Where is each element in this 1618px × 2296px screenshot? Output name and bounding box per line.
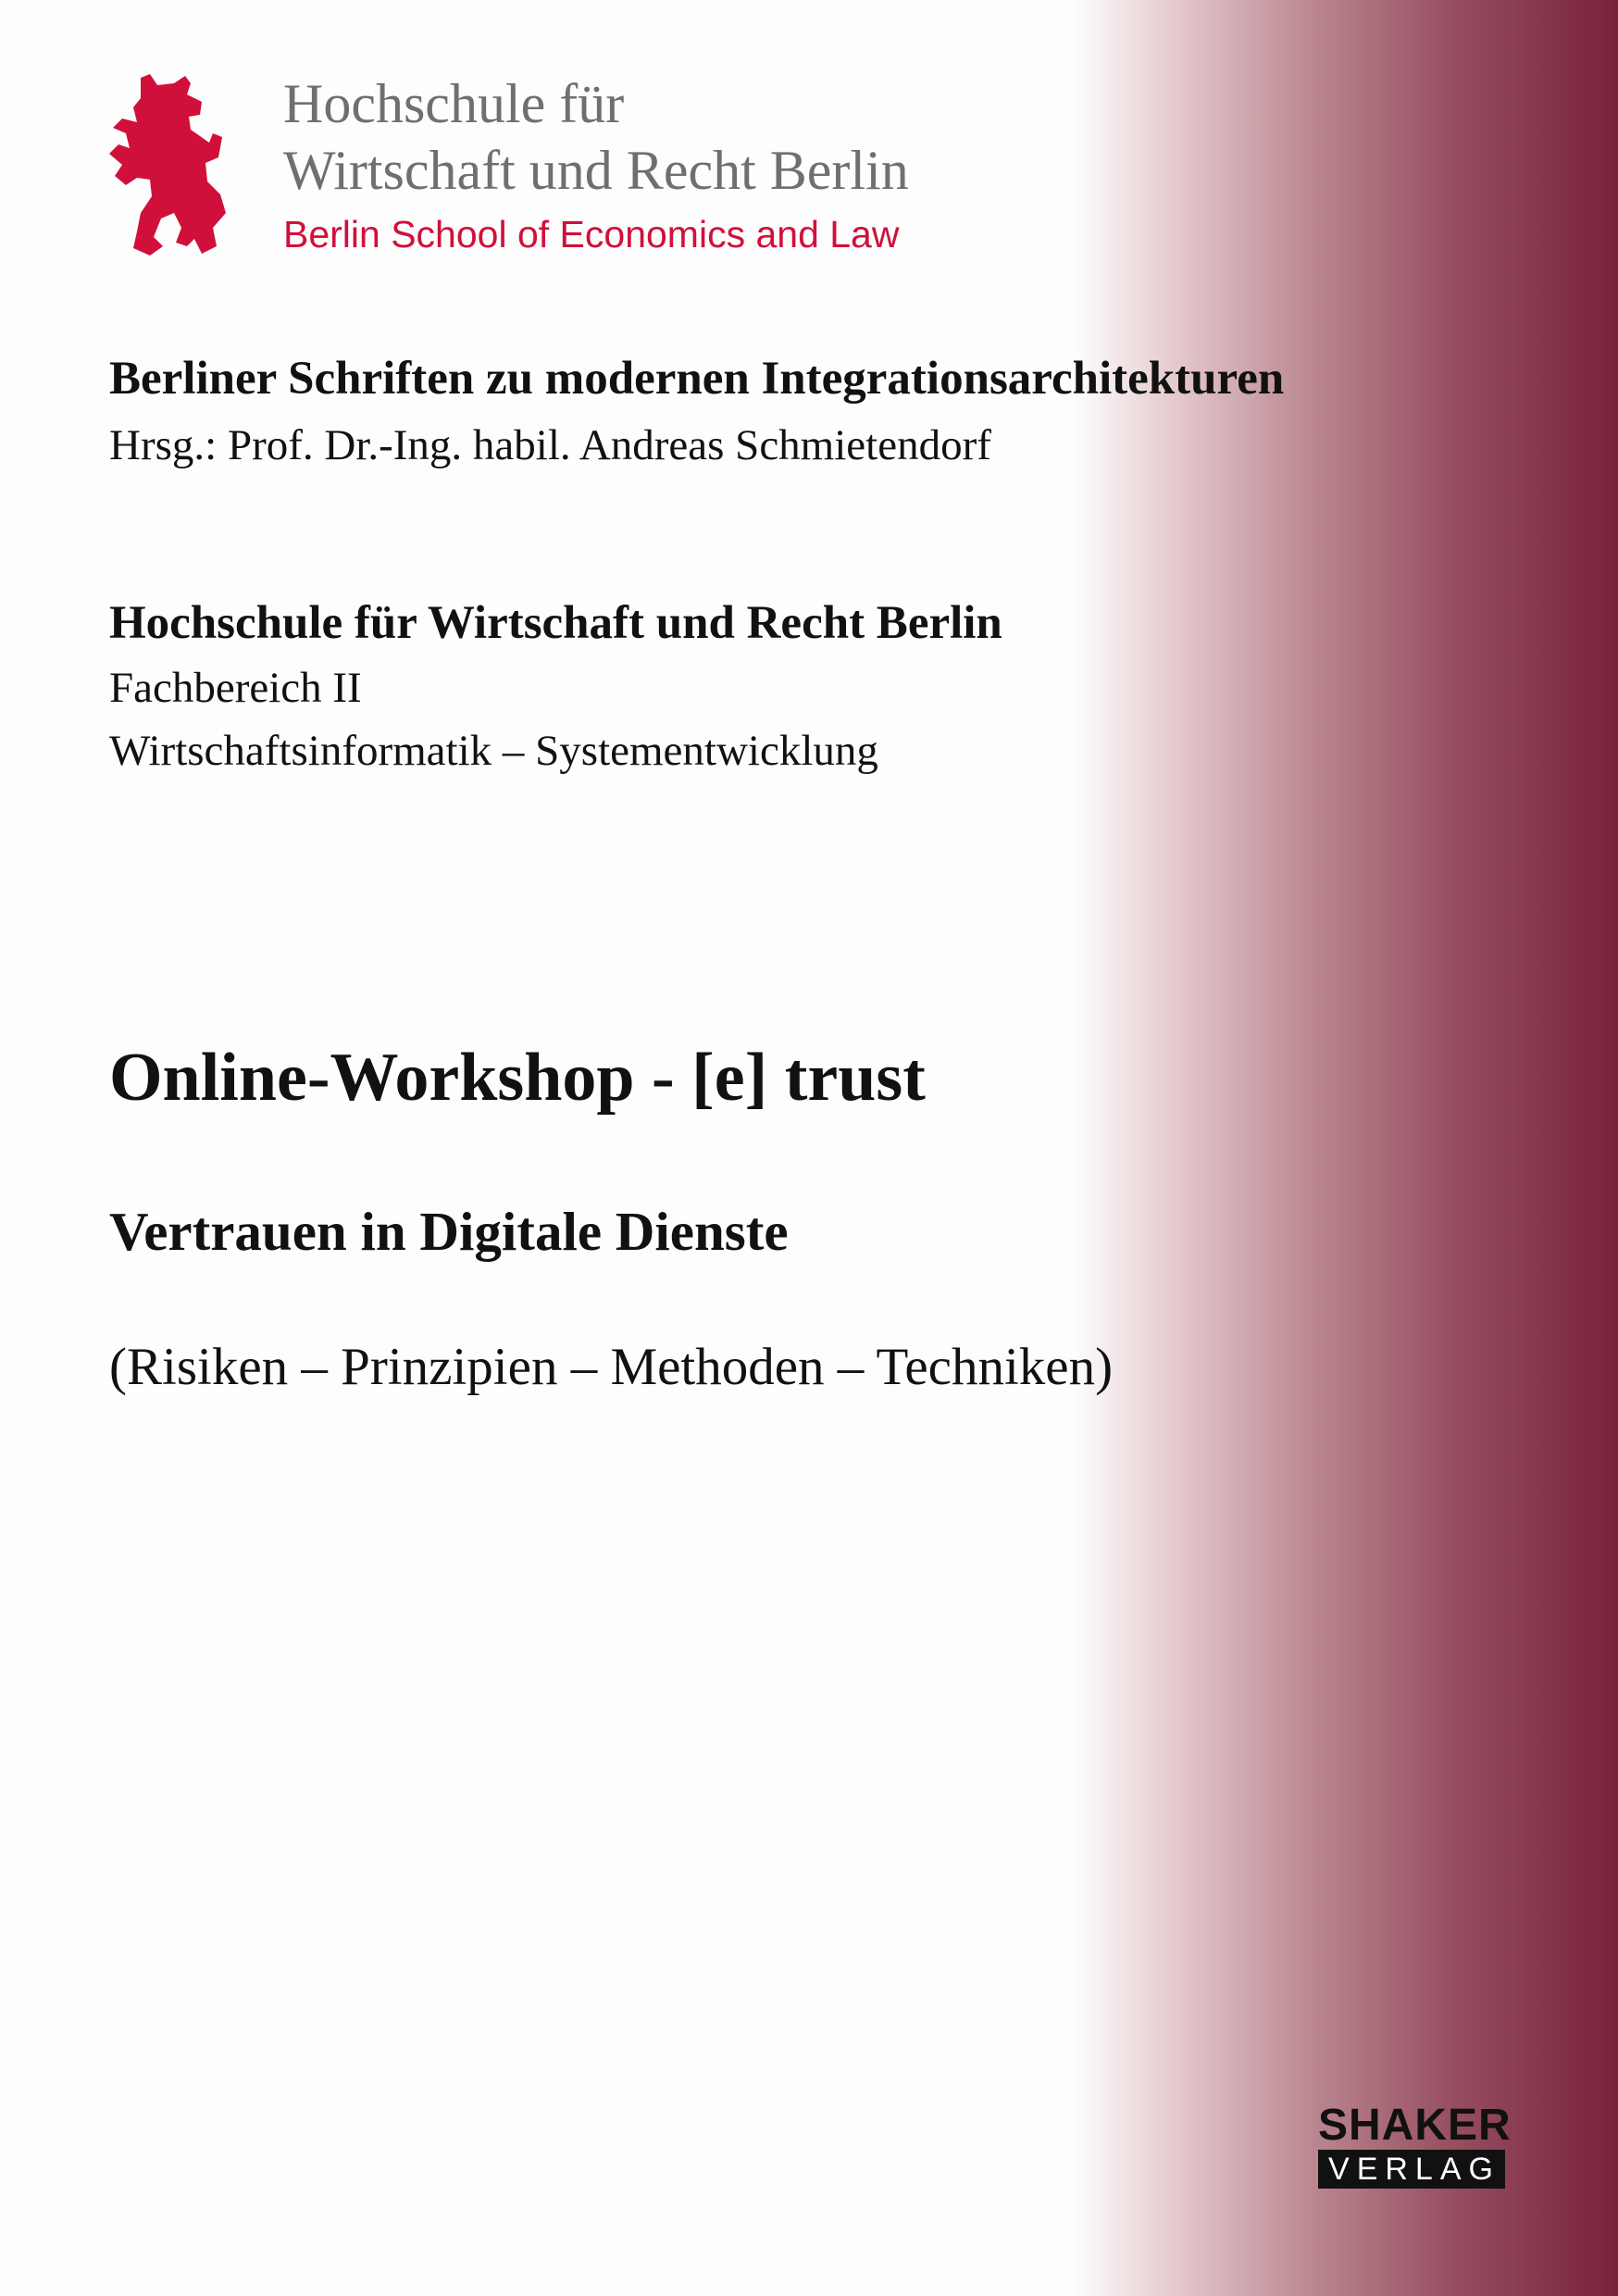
publisher-logo — [1318, 2101, 1512, 2189]
book-title: Online-Workshop - [e] trust — [109, 1040, 926, 1116]
institution-subject: Wirtschaftsinformatik – Systementwicklung — [109, 727, 878, 775]
logo-line-2: Wirtschaft und Recht Berlin — [283, 140, 909, 201]
book-subtitle: Vertrauen in Digitale Dienste — [109, 1201, 789, 1262]
university-logo-text — [283, 70, 909, 256]
logo-english-name: Berlin School of Economics and Law — [283, 213, 900, 256]
publisher-name: SHAKER — [1318, 2101, 1512, 2150]
decorative-gradient-band — [1074, 0, 1618, 2296]
logo-line-1: Hochschule für — [283, 73, 625, 134]
berlin-bear-icon — [109, 74, 226, 256]
institution-name: Hochschule für Wirtschaft und Recht Berlin — [109, 597, 1002, 649]
publisher-label: VERLAG — [1318, 2150, 1505, 2189]
book-topics: (Risiken – Prinzipien – Methoden – Techniken) — [109, 1338, 1114, 1396]
institution-department: Fachbereich II — [109, 664, 362, 712]
series-editor: Hrsg.: Prof. Dr.-Ing. habil. Andreas Schmietendorf — [109, 421, 991, 469]
series-title: Berliner Schriften zu modernen Integrationsarchitekturen — [109, 353, 1285, 405]
